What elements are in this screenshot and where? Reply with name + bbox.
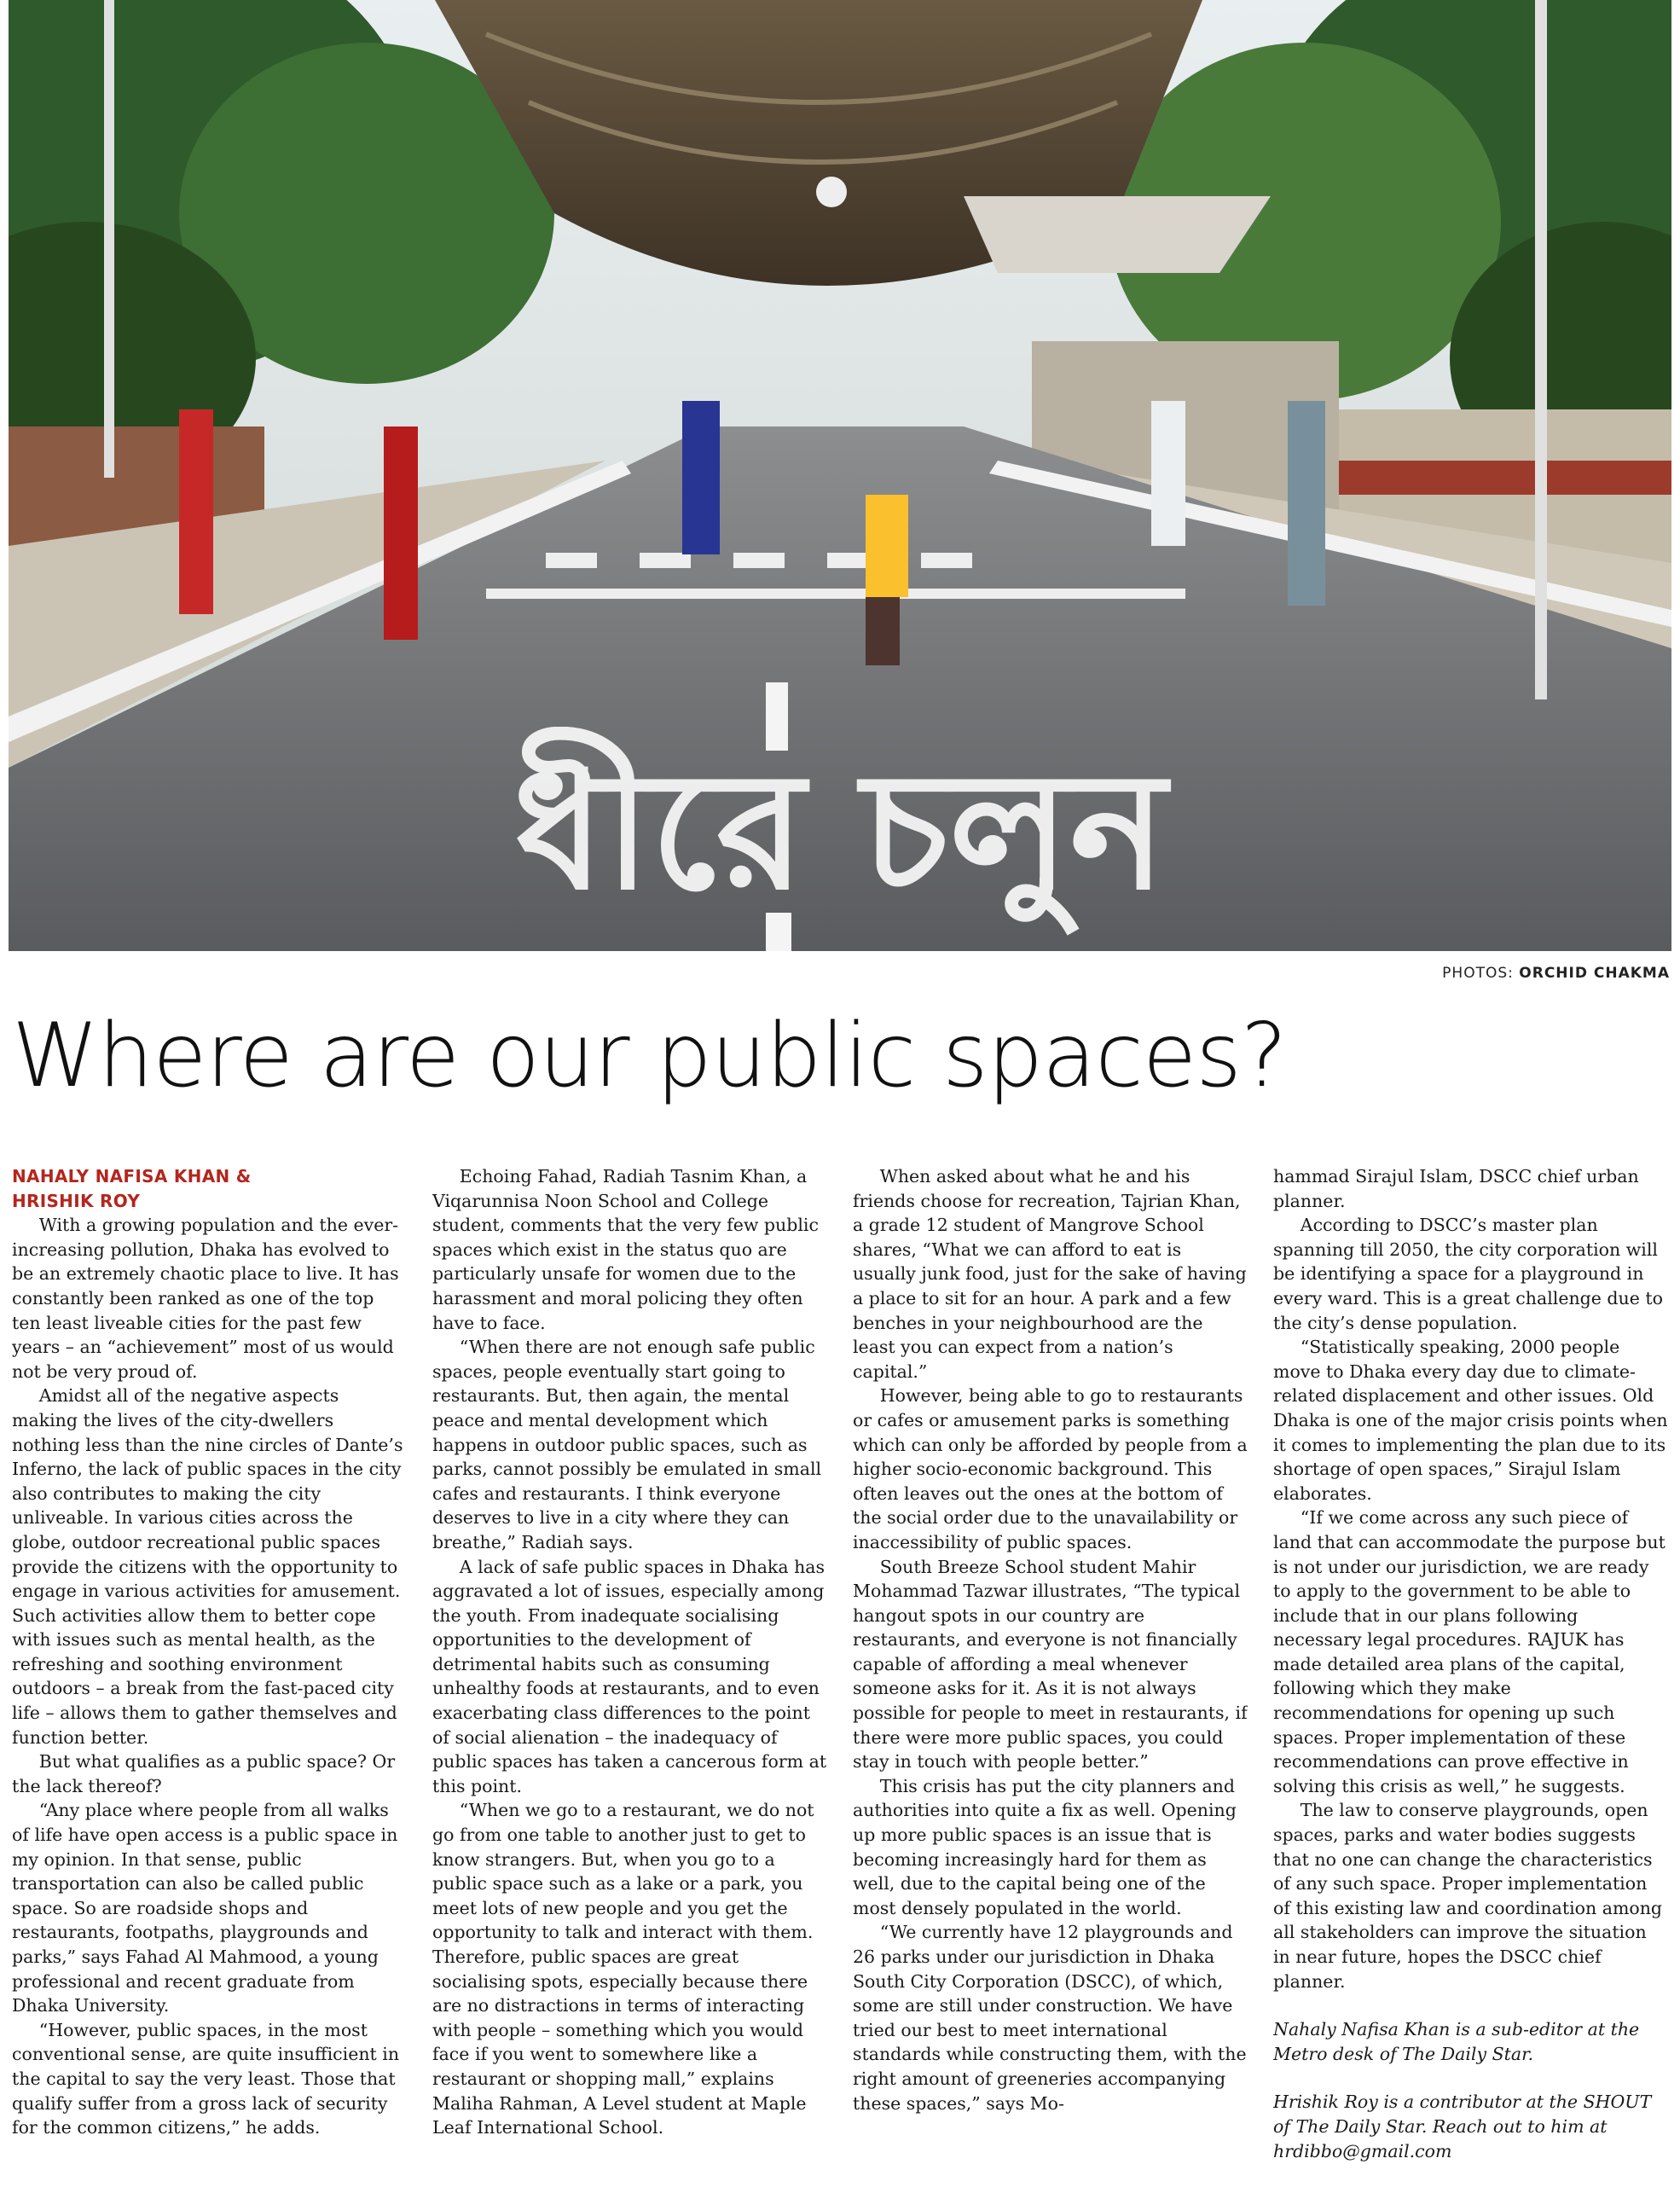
paragraph: Echoing Fahad, Radiah Tasnim Khan, a Viqarunnisa Noon School and College student, comments that the very few public spaces which exist in the status quo are particularly unsafe for women due to the harassment and moral policing they often have to face. bbox=[432, 1166, 819, 1333]
lead-photo bbox=[9, 0, 1671, 951]
paragraph: However, being able to go to restaurants or cafes or amusement parks is something which can only be afforded by people from a higher socio-economic background. This often leaves out the ones at the bottom of the social order due to the unavailability or inaccessibility of public spaces. bbox=[853, 1385, 1248, 1552]
author-bio: Hrishik Roy is a contributor at the SHOUT of The Daily Star. Reach out to him at hrdibbo@gmail.com bbox=[1273, 2092, 1652, 2161]
page-title: Where are our public spaces? bbox=[12, 1005, 1287, 1107]
paragraph: “We currently have 12 playgrounds and 26 parks under our jurisdiction in Dhaka South City Corporation (DSCC), of which, some are still under construction. We have tried our best to meet international standards while constructing them, with the right amount of greeneries accompanying these spaces,” says Mo- bbox=[853, 1922, 1247, 2114]
road-marking-text: ধীরে চলুন bbox=[513, 737, 1167, 925]
paragraph: “Any place where people from all walks of life have open access is a public space in my opinion. In that sense, public transportation can also be called public space. So are roadside shops and restaurants, footpaths, playgrounds and parks,” says Fahad Al Mahmood, a young professional and recent graduate from Dhaka University. bbox=[12, 1800, 398, 2016]
paragraph: But what qualifies as a public space? Or the lack thereof? bbox=[12, 1751, 396, 1796]
photo-credit-name: ORCHID CHAKMA bbox=[1519, 965, 1670, 982]
photo-credit bbox=[1442, 965, 1670, 982]
byline bbox=[12, 1164, 407, 1213]
byline-author-1: NAHALY NAFISA KHAN & bbox=[12, 1166, 252, 1187]
paragraph: “However, public spaces, in the most conventional sense, are quite insufficient in the capital to say the very least. Those that qualify suffer from a gross lack of security for the common citizens,” he adds. bbox=[12, 2019, 400, 2138]
paragraph: When asked about what he and his friends choose for recreation, Tajrian Khan, a grade 12 student of Mangrove School shares, “What we can afford to eat is usually junk food, just for the sake of having a place to sit for an hour. A park and a few benches in your neighbourhood are the least you can expect from a nation’s capital.” bbox=[853, 1166, 1247, 1382]
paragraph: According to DSCC’s master plan spanning till 2050, the city corporation will be identifying a space for a playground in every ward. This is a great challenge due to the city’s dense population. bbox=[1273, 1215, 1663, 1333]
paragraph: hammad Sirajul Islam, DSCC chief urban planner. bbox=[1273, 1166, 1639, 1211]
article-column-3 bbox=[853, 1164, 1248, 2192]
paragraph: With a growing population and the ever-increasing pollution, Dhaka has evolved to be an extremely chaotic place to live. It has constantly been ranked as one of the top ten least liveable cities for the past few years – an “achievement” most of us would not be very proud of. bbox=[12, 1215, 399, 1382]
photo-credit-label: PHOTOS: bbox=[1442, 965, 1514, 982]
article-body bbox=[12, 1164, 1668, 2192]
paragraph: South Breeze School student Mahir Mohammad Tazwar illustrates, “The typical hangout spots in our country are restaurants, and everyone is not financially capable of affording a meal whenever someone asks for it. As it is not always possible for people to meet in restaurants, if there were more public spaces, you could stay in touch with people better.” bbox=[853, 1556, 1248, 1773]
paragraph: This crisis has put the city planners and authorities into quite a fix as well. Opening up more public spaces is an issue that is becoming increasingly hard for them as well, due to the capital being one of the most densely populated in the world. bbox=[853, 1775, 1237, 1918]
article-column-1 bbox=[12, 1164, 407, 2192]
paragraph: The law to conserve playgrounds, open spaces, parks and water bodies suggests that no one can change the characteristics of any such space. Proper implementation of this existing law and coordination among all stakeholders can improve the situation in near future, hopes the DSCC chief planner. bbox=[1273, 1800, 1663, 1992]
paragraph: A lack of safe public spaces in Dhaka has aggravated a lot of issues, especially among the youth. From inadequate socialising opportunities to the development of detrimental habits such as consuming unhealthy foods at restaurants, and to even exacerbating class differences to the point of social alienation – the inadequacy of public spaces has taken a cancerous form at this point. bbox=[432, 1556, 827, 1796]
byline-author-2: HRISHIK ROY bbox=[12, 1190, 141, 1211]
paragraph: “When we go to a restaurant, we do not go from one table to another just to get to know strangers. But, when you go to a public space such as a lake or a park, you meet lots of new people and you get the opportunity to talk and interact with them. Therefore, public spaces are great socialising spots, especially because there are no distractions in terms of interacting with people – something which you would face if you went to somewhere like a restaurant or shopping mall,” explains Maliha Rahman, A Level student at Maple Leaf International School. bbox=[432, 1800, 814, 2138]
paragraph: Amidst all of the negative aspects making the lives of the city-dwellers nothing less than the nine circles of Dante’s Inferno, the lack of public spaces in the city also contributes to making the city unliveable. In various cities across the globe, outdoor recreational public spaces provide the citizens with the opportunity to engage in various activities for amusement. Such activities allow them to better cope with issues such as mental health, as the refreshing and soothing environment outdoors – a break from the fast-paced city life – allows them to gather themselves and function better. bbox=[12, 1385, 403, 1748]
paragraph: “Statistically speaking, 2000 people move to Dhaka every day due to climate-related displacement and other issues. Old Dhaka is one of the major crisis points when it comes to implementing the plan due to its shortage of open spaces,” Sirajul Islam elaborates. bbox=[1273, 1337, 1668, 1504]
article-column-4 bbox=[1273, 1164, 1668, 2192]
paragraph: “When there are not enough safe public spaces, people eventually start going to restaurants. But, then again, the mental peace and mental development which happens in outdoor public spaces, such as parks, cannot possibly be emulated in small cafes and restaurants. I think everyone deserves to live in a city where they can breathe,” Radiah says. bbox=[432, 1337, 822, 1552]
paragraph: “If we come across any such piece of land that can accommodate the purpose but is not under our jurisdiction, we are ready to apply to the government to be able to include that in our plans following necessary legal procedures. RAJUK has made detailed area plans of the capital, following which they make recommendations for opening up such spaces. Proper implementation of these recommendations can prove effective in solving this crisis as well,” he suggests. bbox=[1273, 1507, 1666, 1796]
article-column-2 bbox=[432, 1164, 827, 2192]
author-bio: Nahaly Nafisa Khan is a sub-editor at the Metro desk of The Daily Star. bbox=[1273, 2019, 1640, 2064]
